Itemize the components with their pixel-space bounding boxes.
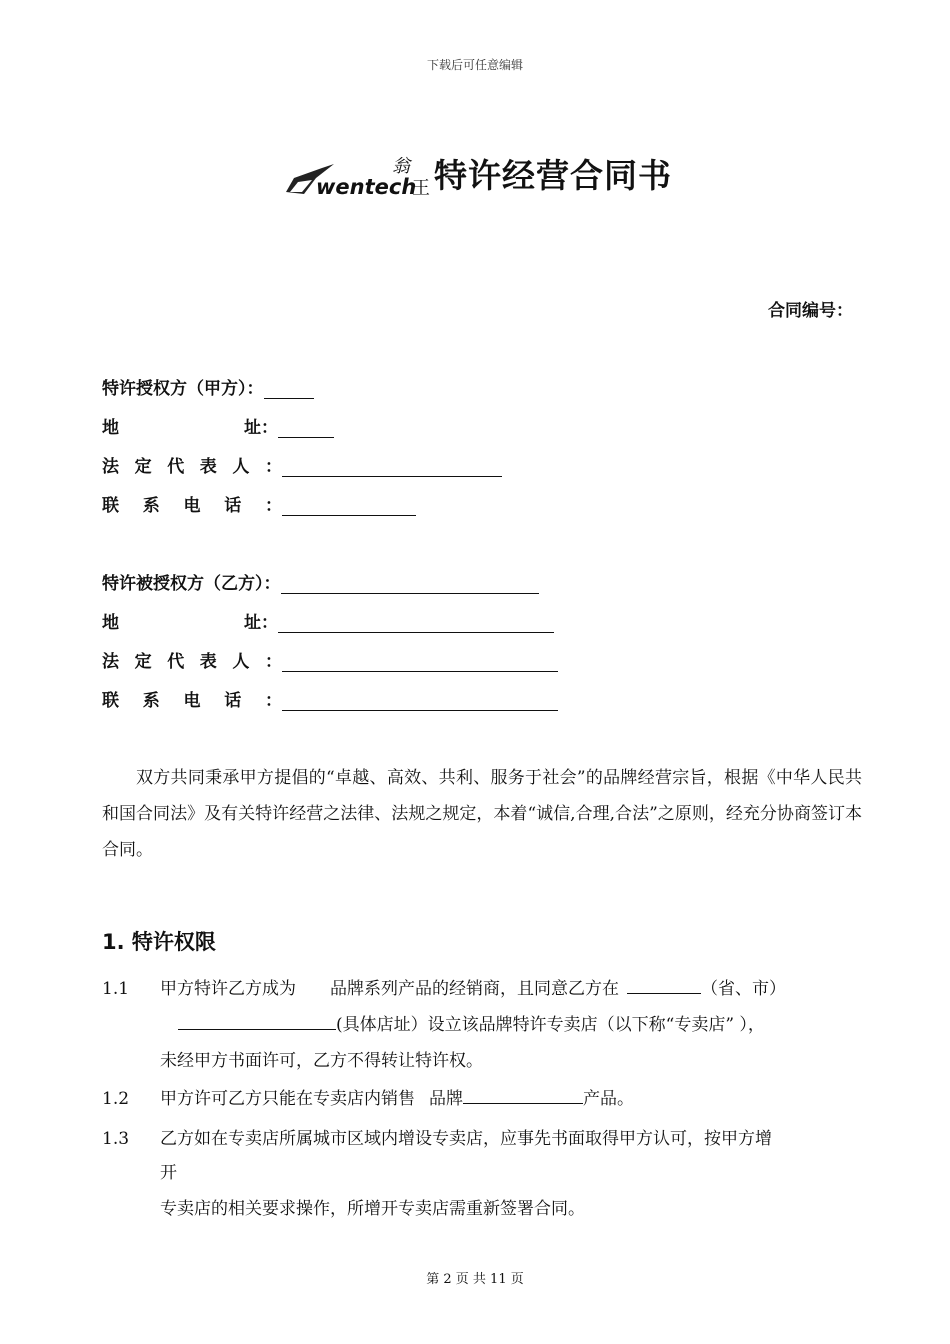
party-b-address-label-2: 址： <box>244 613 278 633</box>
party-b-name-blank[interactable] <box>281 575 539 594</box>
store-address-blank[interactable] <box>178 1013 336 1030</box>
party-a-name-row <box>102 374 314 398</box>
party-a-phone-row <box>102 491 416 515</box>
item-1-3-line-2: 开 <box>160 1163 177 1183</box>
item-1-3-line-3: 专卖店的相关要求操作，所增开专卖店需重新签署合同。 <box>160 1199 585 1219</box>
party-b-address-row <box>102 608 554 632</box>
party-a-rep-row <box>102 452 502 476</box>
party-a-rep-label: 法定代表人： <box>102 457 282 477</box>
item-1-1-line-3: 未经甲方书面许可，乙方不得转让特许权。 <box>160 1051 483 1071</box>
item-text: 品牌系列产品的经销商，且同意乙方在 <box>330 979 619 999</box>
wentech-logo <box>282 148 434 202</box>
item-number: 1.3 <box>102 1129 130 1149</box>
item-text: 乙方如在专卖店所属城市区域内增设专卖店，应事先书面取得甲方认可，按甲方增 <box>160 1129 772 1149</box>
party-b-address-blank[interactable] <box>278 614 554 633</box>
item-1-2 <box>102 1084 634 1109</box>
item-text: （省、市） <box>701 979 786 999</box>
item-text: 产品。 <box>583 1089 634 1109</box>
party-a-rep-blank[interactable] <box>282 458 502 477</box>
page-footer: 第 2 页 共 11 页 <box>426 1272 524 1287</box>
product-brand-blank[interactable] <box>463 1087 583 1104</box>
party-b-rep-row <box>102 647 558 671</box>
item-text: 甲方特许乙方成为 <box>160 979 296 999</box>
party-b-rep-blank[interactable] <box>282 653 558 672</box>
item-1-1-line-2 <box>178 1010 765 1035</box>
party-b-name-label: 特许被授权方（乙方）： <box>102 574 281 594</box>
party-b-phone-label: 联系电话： <box>102 691 282 711</box>
party-b-address-label-1: 地 <box>102 613 119 633</box>
party-a-phone-blank[interactable] <box>282 497 416 516</box>
party-a-address-row <box>102 413 334 437</box>
item-text: 品牌 <box>429 1089 463 1109</box>
item-number: 1.1 <box>102 979 130 999</box>
item-number: 1.2 <box>102 1089 130 1109</box>
party-b-phone-row <box>102 686 558 710</box>
item-text: 甲方许可乙方只能在专卖店内销售 <box>160 1089 415 1109</box>
intro-paragraph: 双方共同秉承甲方提倡的“卓越、高效、共利、服务于社会”的品牌经营宗旨，根据《中华人民共和国合同法》及有关特许经营之法律、法规之规定，本着“诚信,合理,合法”之原则，经充分协商签订本合同。 <box>102 768 862 860</box>
svg-text:wentech: wentech <box>316 175 417 199</box>
party-a-name-blank[interactable] <box>264 380 314 399</box>
item-1-1-line-1 <box>102 974 786 999</box>
party-b-rep-label: 法定代表人： <box>102 652 282 672</box>
party-b-phone-blank[interactable] <box>282 692 558 711</box>
party-a-address-blank[interactable] <box>278 419 334 438</box>
contract-number-label: 合同编号： <box>768 301 853 321</box>
header-note: 下载后可任意编辑 <box>426 58 523 72</box>
province-blank[interactable] <box>627 977 701 994</box>
party-a-name-label: 特许授权方（甲方）： <box>102 379 264 399</box>
svg-text:王: 王 <box>412 178 430 199</box>
party-a-address-label-1: 地 <box>102 418 119 438</box>
party-a-phone-label: 联系电话： <box>102 496 282 516</box>
page-title: 特许经营合同书 <box>434 156 672 195</box>
party-a-address-label-2: 址： <box>244 418 278 438</box>
item-1-3-line-1 <box>102 1124 772 1149</box>
section-1-title: 1. 特许权限 <box>102 930 216 954</box>
svg-text:翁: 翁 <box>392 156 410 177</box>
party-b-name-row <box>102 569 539 593</box>
item-text: (具体店址）设立该品牌特许专卖店（以下称“专卖店” ）， <box>336 1015 765 1035</box>
